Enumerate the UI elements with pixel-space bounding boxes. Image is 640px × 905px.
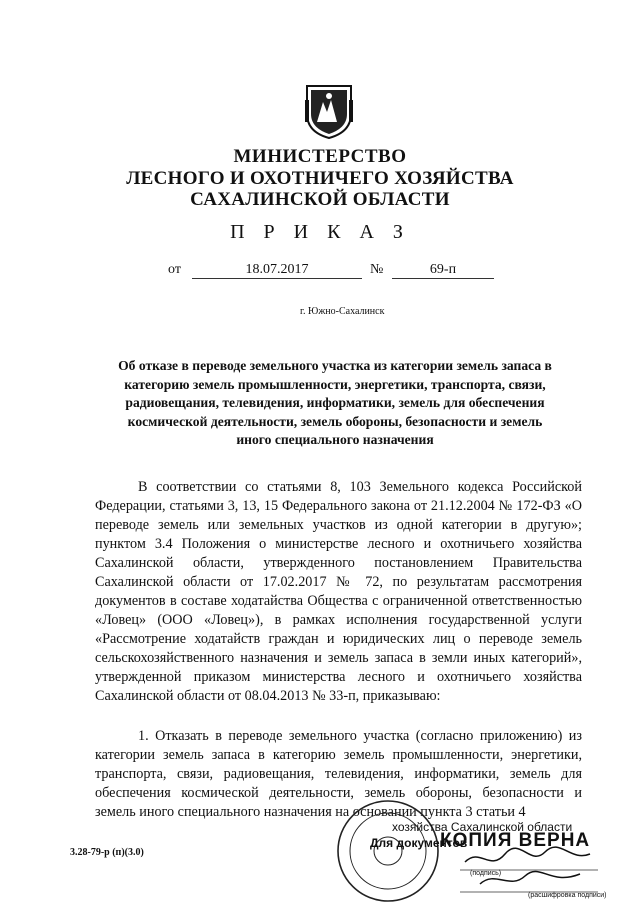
paragraph-item-1: 1. Отказать в переводе земельного участка (согласно приложению) из категории земель запаса в категорию земель промышленности, энергетики, транспорта, связи, радиовещания, телевидения, информатики, земель для обеспечения космической деятельности, земель обороны, безопасности и земель иного специального назначения на основании пункта 3 статьи 4: [95, 728, 582, 820]
copy-true-label: КОПИЯ ВЕРНА: [440, 830, 591, 851]
region-title: САХАЛИНСКОЙ ОБЛАСТИ: [190, 189, 450, 210]
ministry-subtitle: ЛЕСНОГО И ОХОТНИЧЕГО ХОЗЯЙСТВА: [126, 168, 514, 189]
city-label: г. Южно-Сахалинск: [300, 306, 385, 317]
stamp-ministry-short: хозяйства Сахалинской области: [392, 820, 573, 834]
order-date: 18.07.2017: [192, 262, 362, 279]
date-prefix: от: [168, 262, 181, 277]
coat-of-arms-icon: [303, 82, 355, 140]
sig-caption: (подпись): [470, 870, 502, 877]
official-seal: [330, 795, 450, 905]
sig-caption-decode: (расшифровка подписи): [528, 892, 607, 899]
footer-code: 3.28-79-р (п)(3.0): [70, 847, 144, 858]
ministry-title: МИНИСТЕРСТВО: [233, 146, 407, 167]
stamp-for-docs: Для документов: [370, 836, 468, 850]
document-type: П Р И К А З: [230, 221, 410, 243]
order-number: 69-п: [392, 262, 494, 279]
paragraph-basis: В соответствии со статьями 8, 103 Земельного кодекса Российской Федерации, статьями 3, 13, 15 Федерального закона от 21.12.2004 № 172-ФЗ «О переводе земель или земельных участков из одной категории в другую»; пунктом 3.4 Положения о министерстве лесного и охотничьего хозяйства Сахалинской области, утвержденного постановлением Правительства Сахалинской области от 17.02.2017 № 72, по результатам рассмотрения документов в составе ходатайства Общества с ограниченной ответственностью «Ловец» (ООО «Ловец»), в рамках исполнения государственной услуги «Рассмотрение ходатайств граждан и юридических лиц о переводе земель сельскохозяйственного назначения и земель запаса в земли иных категорий», утвержденной приказом министерства лесного и охотничьего хозяйства Сахалинской области от 08.04.2013 № 33-п, приказываю:: [95, 479, 582, 704]
order-subject: Об отказе в переводе земельного участка из категории земель запаса в категорию земель промышленности, энергетики, транспорта, связи, радиовещания, телевидения, информатики, земель для обеспечения космической деятельности, земель обороны, безопасности и земель иного специального назначения: [118, 358, 552, 447]
number-prefix: №: [370, 262, 384, 277]
